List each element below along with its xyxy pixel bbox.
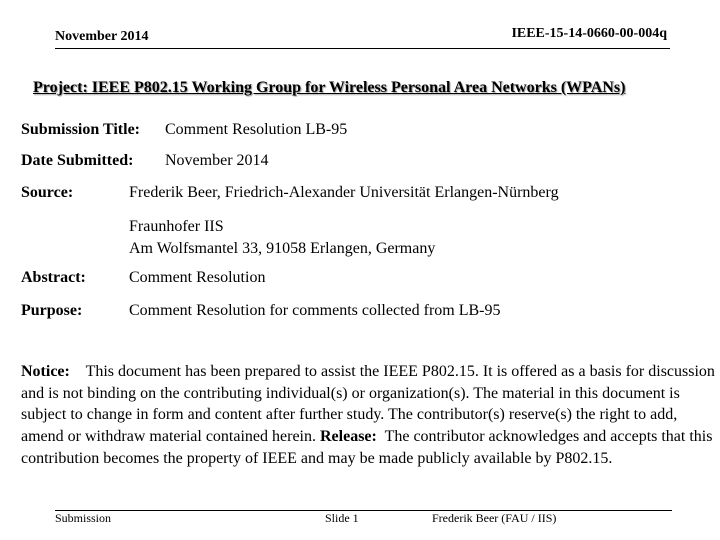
purpose-label: Purpose: (21, 302, 83, 319)
notice-block (21, 361, 720, 470)
header-divider (55, 48, 670, 49)
footer-divider (55, 510, 672, 511)
source-line-3: Am Wolfsmantel 33, 91058 Erlangen, Germany (129, 240, 436, 257)
release-label: Release: (320, 428, 377, 446)
footer-submission: Submission (55, 511, 112, 525)
notice-label: Notice: (21, 363, 70, 380)
purpose: Comment Resolution for comments collected from LB-95 (129, 302, 501, 319)
notice-text: This document has been prepared to assist the IEEE P802.15. It is offered as a basis for discussion and is not binding on the contributing individual(s) or organization(s). The material in this document is subject to change in form and content after further study. The contributor(s) reserve(s) the right to add, amend or withdraw material contained herein. (21, 363, 715, 446)
header-doc-id: IEEE-15-14-0660-00-004q (511, 26, 667, 41)
release-text: The contributor acknowledges and accepts that this contribution becomes the property of IEEE and may be made publicly available by P802.15. (21, 428, 713, 467)
project-title: Project: IEEE P802.15 Working Group for Wireless Personal Area Networks (WPANs) (33, 79, 626, 96)
source-line-2: Fraunhofer IIS (129, 218, 224, 235)
submission-title-label: Submission Title: (21, 121, 141, 138)
abstract-label: Abstract: (21, 269, 86, 286)
submission-title: Comment Resolution LB-95 (165, 121, 348, 138)
source-line-1: Frederik Beer, Friedrich-Alexander Universität Erlangen-Nürnberg (129, 184, 559, 201)
abstract: Comment Resolution (129, 269, 266, 286)
source-label: Source: (21, 184, 74, 201)
date-submitted: November 2014 (165, 152, 269, 169)
header-date: November 2014 (55, 29, 149, 44)
footer-slide-number: Slide 1 (325, 511, 359, 525)
date-label: Date Submitted: (21, 152, 134, 169)
footer-author: Frederik Beer (FAU / IIS) (432, 511, 557, 525)
